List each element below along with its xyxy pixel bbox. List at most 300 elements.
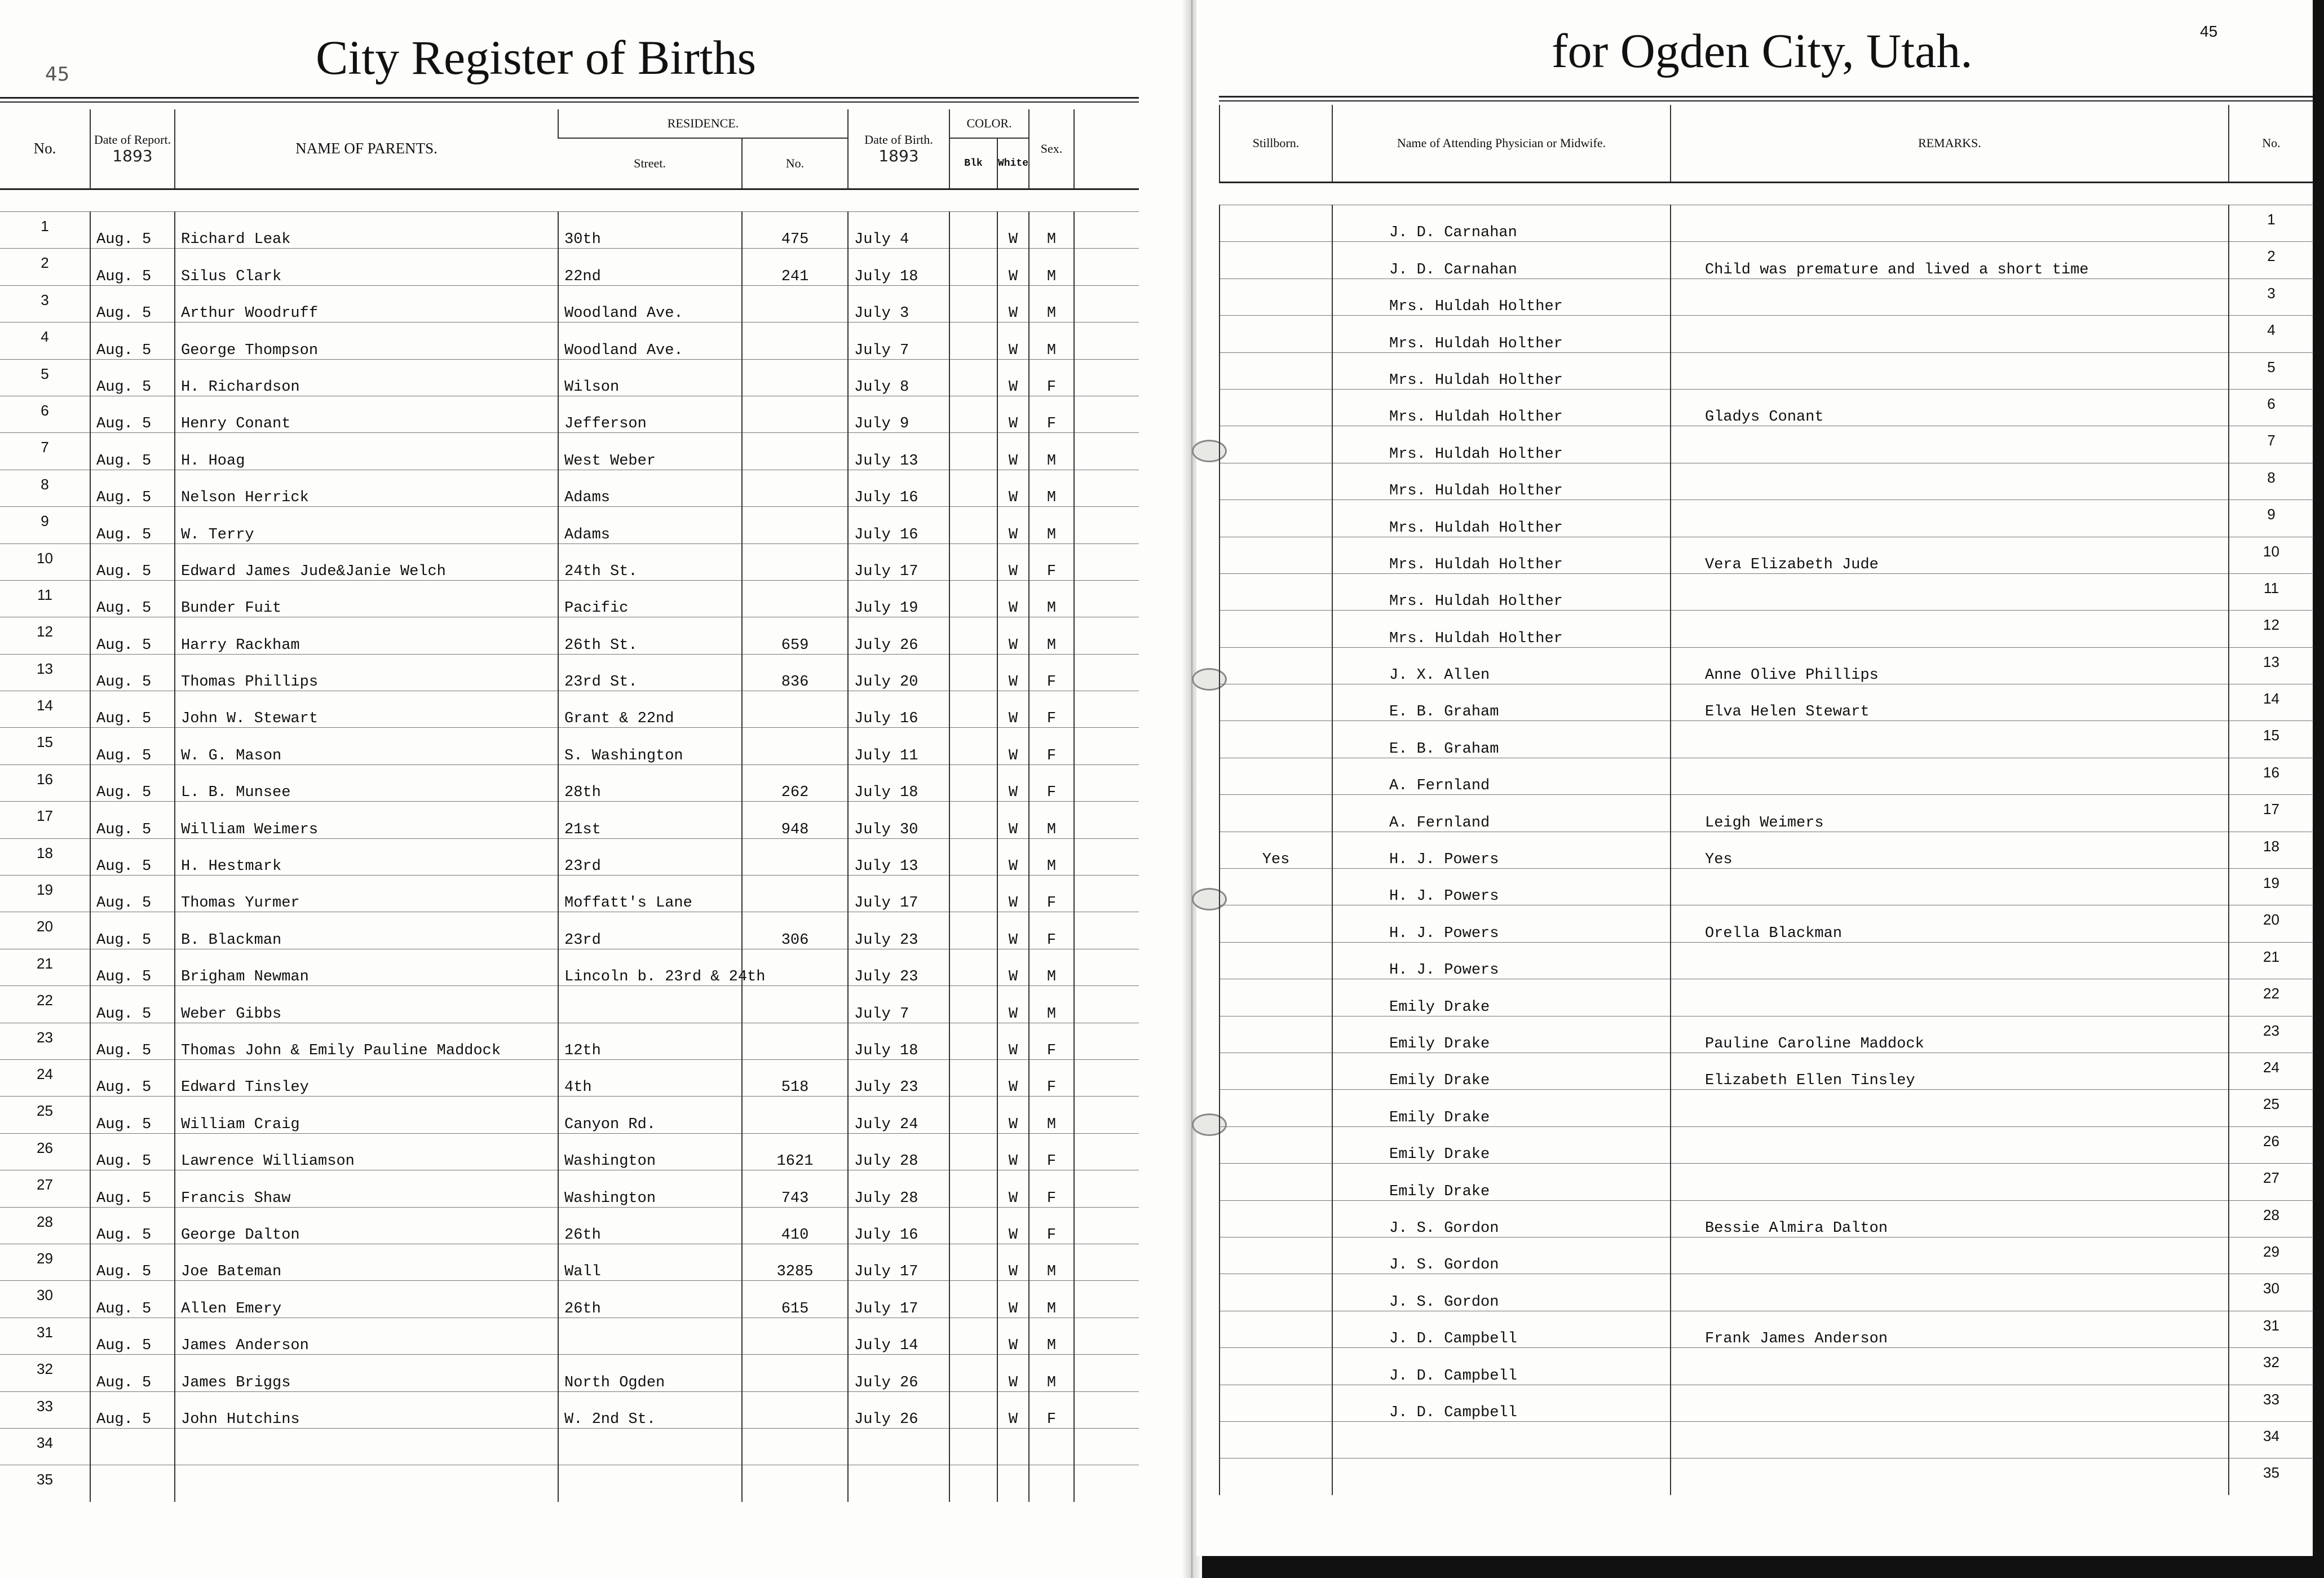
row-number-right: 27 bbox=[2229, 1164, 2313, 1200]
color-blk bbox=[949, 617, 997, 654]
remarks: Bessie Almira Dalton bbox=[1671, 1200, 2229, 1237]
row-number-right: 22 bbox=[2229, 979, 2313, 1016]
parents-name bbox=[175, 1428, 558, 1465]
color-blk bbox=[949, 876, 997, 912]
table-row bbox=[0, 1244, 1139, 1280]
residence-street: 23rd bbox=[558, 912, 742, 949]
attending-physician: J. D. Campbell bbox=[1332, 1385, 1671, 1421]
row-number: 28 bbox=[0, 1207, 90, 1244]
parents-name: H. Richardson bbox=[175, 359, 558, 396]
date-of-birth: July 26 bbox=[848, 1355, 949, 1391]
parents-name: Lawrence Williamson bbox=[175, 1133, 558, 1170]
date-of-birth: July 17 bbox=[848, 543, 949, 580]
attending-physician: J. S. Gordon bbox=[1332, 1237, 1671, 1274]
row-number: 11 bbox=[0, 580, 90, 617]
color-white: W bbox=[997, 212, 1029, 249]
color-blk bbox=[949, 249, 997, 285]
attending-physician: A. Fernland bbox=[1332, 795, 1671, 832]
row-number: 13 bbox=[0, 654, 90, 691]
row-number-right: 13 bbox=[2229, 647, 2313, 684]
remarks bbox=[1671, 1164, 2229, 1200]
parents-name: Weber Gibbs bbox=[175, 986, 558, 1023]
attending-physician: Mrs. Huldah Holther bbox=[1332, 573, 1671, 610]
remarks: Vera Elizabeth Jude bbox=[1671, 537, 2229, 573]
table-row bbox=[0, 691, 1139, 728]
date-of-report: Aug. 5 bbox=[90, 322, 175, 359]
residence-number bbox=[742, 1023, 848, 1059]
date-of-birth: July 16 bbox=[848, 470, 949, 506]
attending-physician: J. S. Gordon bbox=[1332, 1200, 1671, 1237]
date-of-birth: July 13 bbox=[848, 433, 949, 470]
date-of-birth: July 23 bbox=[848, 1059, 949, 1096]
residence-number bbox=[742, 322, 848, 359]
sex: M bbox=[1029, 617, 1074, 654]
color-blk bbox=[949, 1059, 997, 1096]
table-row bbox=[0, 1097, 1139, 1133]
attending-physician: Mrs. Huldah Holther bbox=[1332, 426, 1671, 463]
stillborn bbox=[1220, 795, 1332, 832]
attending-physician: Mrs. Huldah Holther bbox=[1332, 279, 1671, 315]
color-blk bbox=[949, 396, 997, 432]
row-number: 15 bbox=[0, 728, 90, 764]
row-number: 29 bbox=[0, 1244, 90, 1280]
stillborn bbox=[1220, 1421, 1332, 1458]
parents-name: Edward James Jude&Janie Welch bbox=[175, 543, 558, 580]
date-of-report: Aug. 5 bbox=[90, 949, 175, 985]
attending-physician bbox=[1332, 1458, 1671, 1495]
date-of-birth: July 18 bbox=[848, 1023, 949, 1059]
parents-name: Silus Clark bbox=[175, 249, 558, 285]
residence-number: 659 bbox=[742, 617, 848, 654]
sex: M bbox=[1029, 1355, 1074, 1391]
row-number-right: 28 bbox=[2229, 1200, 2313, 1237]
remarks bbox=[1671, 573, 2229, 610]
residence-street: Canyon Rd. bbox=[558, 1097, 742, 1133]
births-register-table-right bbox=[1219, 105, 2313, 1495]
table-row bbox=[1220, 1090, 2313, 1126]
attending-physician: Mrs. Huldah Holther bbox=[1332, 463, 1671, 500]
attending-physician: Mrs. Huldah Holther bbox=[1332, 352, 1671, 389]
parents-name: Bunder Fuit bbox=[175, 580, 558, 617]
date-of-birth: July 14 bbox=[848, 1318, 949, 1354]
color-white: W bbox=[997, 691, 1029, 728]
row-number: 5 bbox=[0, 359, 90, 396]
col-header-no: No. bbox=[33, 140, 56, 157]
row-number-right: 20 bbox=[2229, 905, 2313, 942]
stillborn bbox=[1220, 647, 1332, 684]
color-white: W bbox=[997, 433, 1029, 470]
row-number: 25 bbox=[0, 1097, 90, 1133]
blank-cell bbox=[1074, 764, 1139, 801]
residence-street: Pacific bbox=[558, 580, 742, 617]
table-row bbox=[0, 1170, 1139, 1207]
row-number-right: 21 bbox=[2229, 942, 2313, 979]
color-blk bbox=[949, 1133, 997, 1170]
sex: F bbox=[1029, 359, 1074, 396]
table-row bbox=[0, 654, 1139, 691]
date-of-birth bbox=[848, 1465, 949, 1502]
color-white bbox=[997, 1465, 1029, 1502]
remarks bbox=[1671, 1126, 2229, 1163]
residence-street: 4th bbox=[558, 1059, 742, 1096]
date-of-report: Aug. 5 bbox=[90, 1133, 175, 1170]
row-number: 16 bbox=[0, 764, 90, 801]
row-number-right: 8 bbox=[2229, 463, 2313, 500]
color-white: W bbox=[997, 802, 1029, 838]
date-of-report: Aug. 5 bbox=[90, 396, 175, 432]
remarks bbox=[1671, 352, 2229, 389]
stillborn bbox=[1220, 611, 1332, 647]
row-number-right: 33 bbox=[2229, 1385, 2313, 1421]
residence-street bbox=[558, 1318, 742, 1354]
table-row bbox=[1220, 389, 2313, 426]
date-of-report: Aug. 5 bbox=[90, 249, 175, 285]
remarks bbox=[1671, 1237, 2229, 1274]
color-blk bbox=[949, 580, 997, 617]
date-of-report: Aug. 5 bbox=[90, 1281, 175, 1318]
residence-number: 615 bbox=[742, 1281, 848, 1318]
blank-cell bbox=[1074, 1170, 1139, 1207]
blank-cell bbox=[1074, 359, 1139, 396]
row-number-right: 26 bbox=[2229, 1126, 2313, 1163]
table-row bbox=[0, 359, 1139, 396]
color-blk bbox=[949, 1391, 997, 1428]
table-row bbox=[1220, 942, 2313, 979]
color-white: W bbox=[997, 1318, 1029, 1354]
color-white: W bbox=[997, 322, 1029, 359]
residence-number bbox=[742, 285, 848, 322]
residence-number bbox=[742, 543, 848, 580]
row-number-right: 19 bbox=[2229, 869, 2313, 905]
col-header-physician: Name of Attending Physician or Midwife. bbox=[1332, 105, 1671, 183]
table-row bbox=[0, 285, 1139, 322]
remarks bbox=[1671, 279, 2229, 315]
remarks: Pauline Caroline Maddock bbox=[1671, 1016, 2229, 1053]
residence-street bbox=[558, 1465, 742, 1502]
sex: M bbox=[1029, 507, 1074, 543]
table-row bbox=[1220, 1348, 2313, 1385]
parents-name: James Anderson bbox=[175, 1318, 558, 1354]
date-of-birth: July 18 bbox=[848, 764, 949, 801]
date-of-birth: July 17 bbox=[848, 1244, 949, 1280]
row-number: 4 bbox=[0, 322, 90, 359]
blank-cell bbox=[1074, 1465, 1139, 1502]
date-of-report: Aug. 5 bbox=[90, 876, 175, 912]
table-row bbox=[1220, 426, 2313, 463]
color-white: W bbox=[997, 949, 1029, 985]
register-title-continued: for Ogden City, Utah. bbox=[1552, 24, 1973, 78]
row-number-right: 18 bbox=[2229, 832, 2313, 868]
stillborn bbox=[1220, 1126, 1332, 1163]
parents-name: Joe Bateman bbox=[175, 1244, 558, 1280]
table-row bbox=[0, 764, 1139, 801]
parents-name: Brigham Newman bbox=[175, 949, 558, 985]
color-white: W bbox=[997, 1133, 1029, 1170]
row-number-right: 17 bbox=[2229, 795, 2313, 832]
color-blk bbox=[949, 212, 997, 249]
table-row bbox=[1220, 684, 2313, 721]
date-of-birth: July 26 bbox=[848, 617, 949, 654]
table-row bbox=[0, 1355, 1139, 1391]
col-header-no-right: No. bbox=[2229, 105, 2313, 183]
stillborn bbox=[1220, 905, 1332, 942]
blank-cell bbox=[1074, 285, 1139, 322]
residence-street: Jefferson bbox=[558, 396, 742, 432]
sex: M bbox=[1029, 802, 1074, 838]
blank-cell bbox=[1074, 1097, 1139, 1133]
remarks: Elizabeth Ellen Tinsley bbox=[1671, 1053, 2229, 1089]
sex: F bbox=[1029, 912, 1074, 949]
residence-number: 262 bbox=[742, 764, 848, 801]
date-of-report: Aug. 5 bbox=[90, 912, 175, 949]
stillborn bbox=[1220, 1200, 1332, 1237]
date-of-report: Aug. 5 bbox=[90, 470, 175, 506]
color-blk bbox=[949, 359, 997, 396]
row-number-right: 4 bbox=[2229, 316, 2313, 352]
col-header-date-of-report bbox=[90, 109, 175, 189]
parents-name: George Thompson bbox=[175, 322, 558, 359]
stillborn bbox=[1220, 1016, 1332, 1053]
color-blk bbox=[949, 986, 997, 1023]
table-row bbox=[1220, 1311, 2313, 1347]
stillborn bbox=[1220, 869, 1332, 905]
attending-physician: Mrs. Huldah Holther bbox=[1332, 500, 1671, 537]
parents-name: Richard Leak bbox=[175, 212, 558, 249]
row-number: 14 bbox=[0, 691, 90, 728]
page-number: 45 bbox=[2200, 23, 2218, 40]
birth-year: 1893 bbox=[878, 146, 919, 165]
residence-street: North Ogden bbox=[558, 1355, 742, 1391]
date-of-report: Aug. 5 bbox=[90, 580, 175, 617]
table-row bbox=[0, 249, 1139, 285]
sex: M bbox=[1029, 212, 1074, 249]
sex: F bbox=[1029, 396, 1074, 432]
blank-cell bbox=[1074, 1281, 1139, 1318]
blank-cell bbox=[1074, 617, 1139, 654]
table-row bbox=[0, 580, 1139, 617]
residence-street: Washington bbox=[558, 1170, 742, 1207]
color-blk bbox=[949, 949, 997, 985]
row-number: 19 bbox=[0, 876, 90, 912]
color-white: W bbox=[997, 1391, 1029, 1428]
attending-physician: Emily Drake bbox=[1332, 1090, 1671, 1126]
table-row bbox=[0, 212, 1139, 249]
date-of-birth: July 16 bbox=[848, 507, 949, 543]
date-of-report: Aug. 5 bbox=[90, 1355, 175, 1391]
sex bbox=[1029, 1428, 1074, 1465]
row-number-right: 32 bbox=[2229, 1348, 2313, 1385]
stillborn bbox=[1220, 1164, 1332, 1200]
residence-number: 518 bbox=[742, 1059, 848, 1096]
residence-number: 241 bbox=[742, 249, 848, 285]
residence-number bbox=[742, 470, 848, 506]
residence-street: Adams bbox=[558, 507, 742, 543]
parents-name: H. Hoag bbox=[175, 433, 558, 470]
residence-number bbox=[742, 1097, 848, 1133]
date-of-birth: July 19 bbox=[848, 580, 949, 617]
table-row bbox=[1220, 1164, 2313, 1200]
date-of-report: Aug. 5 bbox=[90, 507, 175, 543]
blank-cell bbox=[1074, 912, 1139, 949]
attending-physician: Mrs. Huldah Holther bbox=[1332, 611, 1671, 647]
residence-street: 30th bbox=[558, 212, 742, 249]
color-blk bbox=[949, 912, 997, 949]
residence-street: 26th bbox=[558, 1281, 742, 1318]
col-header-stillborn: Stillborn. bbox=[1220, 105, 1332, 183]
row-number-right: 23 bbox=[2229, 1016, 2313, 1053]
col-header-white: White bbox=[997, 138, 1029, 189]
blank-cell bbox=[1074, 396, 1139, 432]
table-row bbox=[0, 728, 1139, 764]
blank-cell bbox=[1074, 1355, 1139, 1391]
blank-cell bbox=[1074, 986, 1139, 1023]
row-number: 7 bbox=[0, 433, 90, 470]
remarks: Frank James Anderson bbox=[1671, 1311, 2229, 1347]
row-number-right: 6 bbox=[2229, 389, 2313, 426]
row-number-right: 7 bbox=[2229, 426, 2313, 463]
remarks bbox=[1671, 500, 2229, 537]
row-number: 10 bbox=[0, 543, 90, 580]
row-number: 12 bbox=[0, 617, 90, 654]
attending-physician: Emily Drake bbox=[1332, 979, 1671, 1016]
parents-name: William Craig bbox=[175, 1097, 558, 1133]
attending-physician: Emily Drake bbox=[1332, 1053, 1671, 1089]
residence-street bbox=[558, 1428, 742, 1465]
residence-number bbox=[742, 1465, 848, 1502]
date-of-report: Aug. 5 bbox=[90, 728, 175, 764]
row-number-right: 3 bbox=[2229, 279, 2313, 315]
date-of-report-label: Date of Report. bbox=[94, 132, 171, 147]
row-number: 2 bbox=[0, 249, 90, 285]
table-row bbox=[0, 1391, 1139, 1428]
date-of-report: Aug. 5 bbox=[90, 285, 175, 322]
date-of-birth: July 23 bbox=[848, 949, 949, 985]
stillborn bbox=[1220, 1311, 1332, 1347]
table-row bbox=[1220, 1053, 2313, 1089]
residence-street: West Weber bbox=[558, 433, 742, 470]
date-of-report: Aug. 5 bbox=[90, 1391, 175, 1428]
table-row bbox=[1220, 573, 2313, 610]
row-number-right: 10 bbox=[2229, 537, 2313, 573]
residence-number bbox=[742, 433, 848, 470]
color-blk bbox=[949, 433, 997, 470]
sex: F bbox=[1029, 1133, 1074, 1170]
residence-street: 28th bbox=[558, 764, 742, 801]
blank-cell bbox=[1074, 1428, 1139, 1465]
color-blk bbox=[949, 654, 997, 691]
attending-physician bbox=[1332, 1421, 1671, 1458]
row-number: 32 bbox=[0, 1355, 90, 1391]
color-white bbox=[997, 1428, 1029, 1465]
date-of-birth bbox=[848, 1428, 949, 1465]
color-white: W bbox=[997, 617, 1029, 654]
date-of-report: Aug. 5 bbox=[90, 1097, 175, 1133]
color-blk bbox=[949, 728, 997, 764]
date-of-report: Aug. 5 bbox=[90, 1170, 175, 1207]
sex: F bbox=[1029, 1391, 1074, 1428]
attending-physician: H. J. Powers bbox=[1332, 905, 1671, 942]
blank-cell bbox=[1074, 876, 1139, 912]
date-of-birth: July 17 bbox=[848, 1281, 949, 1318]
table-row bbox=[0, 838, 1139, 875]
sex: F bbox=[1029, 1170, 1074, 1207]
row-number: 22 bbox=[0, 986, 90, 1023]
sex: F bbox=[1029, 1059, 1074, 1096]
color-white: W bbox=[997, 543, 1029, 580]
date-of-report: Aug. 5 bbox=[90, 1059, 175, 1096]
table-row bbox=[0, 1023, 1139, 1059]
sex: M bbox=[1029, 249, 1074, 285]
parents-name: L. B. Munsee bbox=[175, 764, 558, 801]
col-header-remarks: REMARKS. bbox=[1671, 105, 2229, 183]
stillborn bbox=[1220, 758, 1332, 794]
row-number: 9 bbox=[0, 507, 90, 543]
color-blk bbox=[949, 1428, 997, 1465]
sex: M bbox=[1029, 949, 1074, 985]
color-blk bbox=[949, 691, 997, 728]
date-of-birth: July 24 bbox=[848, 1097, 949, 1133]
remarks bbox=[1671, 205, 2229, 242]
row-number-right: 24 bbox=[2229, 1053, 2313, 1089]
attending-physician: H. J. Powers bbox=[1332, 942, 1671, 979]
sex: M bbox=[1029, 838, 1074, 875]
date-of-birth: July 20 bbox=[848, 654, 949, 691]
date-of-birth: July 11 bbox=[848, 728, 949, 764]
color-blk bbox=[949, 1097, 997, 1133]
parents-name: Henry Conant bbox=[175, 396, 558, 432]
table-row bbox=[0, 1059, 1139, 1096]
row-number: 26 bbox=[0, 1133, 90, 1170]
col-header-residence: RESIDENCE. bbox=[558, 109, 848, 138]
handwritten-page-number: 45 bbox=[45, 63, 70, 86]
residence-number bbox=[742, 1355, 848, 1391]
row-number: 34 bbox=[0, 1428, 90, 1465]
births-register-table bbox=[0, 109, 1139, 1502]
parents-name: James Briggs bbox=[175, 1355, 558, 1391]
remarks bbox=[1671, 942, 2229, 979]
attending-physician: J. D. Campbell bbox=[1332, 1348, 1671, 1385]
color-blk bbox=[949, 1170, 997, 1207]
color-blk bbox=[949, 507, 997, 543]
color-white: W bbox=[997, 912, 1029, 949]
stillborn bbox=[1220, 684, 1332, 721]
table-row bbox=[1220, 242, 2313, 279]
stillborn bbox=[1220, 1348, 1332, 1385]
attending-physician: J. X. Allen bbox=[1332, 647, 1671, 684]
color-white: W bbox=[997, 654, 1029, 691]
table-row bbox=[0, 1133, 1139, 1170]
sex: F bbox=[1029, 764, 1074, 801]
remarks bbox=[1671, 1348, 2229, 1385]
residence-number bbox=[742, 838, 848, 875]
register-title: City Register of Births bbox=[316, 30, 757, 85]
residence-number bbox=[742, 1391, 848, 1428]
stillborn bbox=[1220, 942, 1332, 979]
remarks bbox=[1671, 1458, 2229, 1495]
date-of-report: Aug. 5 bbox=[90, 1244, 175, 1280]
stillborn: Yes bbox=[1220, 832, 1332, 868]
table-row bbox=[0, 322, 1139, 359]
table-row bbox=[1220, 758, 2313, 794]
color-blk bbox=[949, 322, 997, 359]
table-row bbox=[0, 396, 1139, 432]
color-white: W bbox=[997, 1170, 1029, 1207]
stillborn bbox=[1220, 1053, 1332, 1089]
parents-name: W. Terry bbox=[175, 507, 558, 543]
table-row bbox=[1220, 795, 2313, 832]
residence-number bbox=[742, 507, 848, 543]
parents-name: Harry Rackham bbox=[175, 617, 558, 654]
